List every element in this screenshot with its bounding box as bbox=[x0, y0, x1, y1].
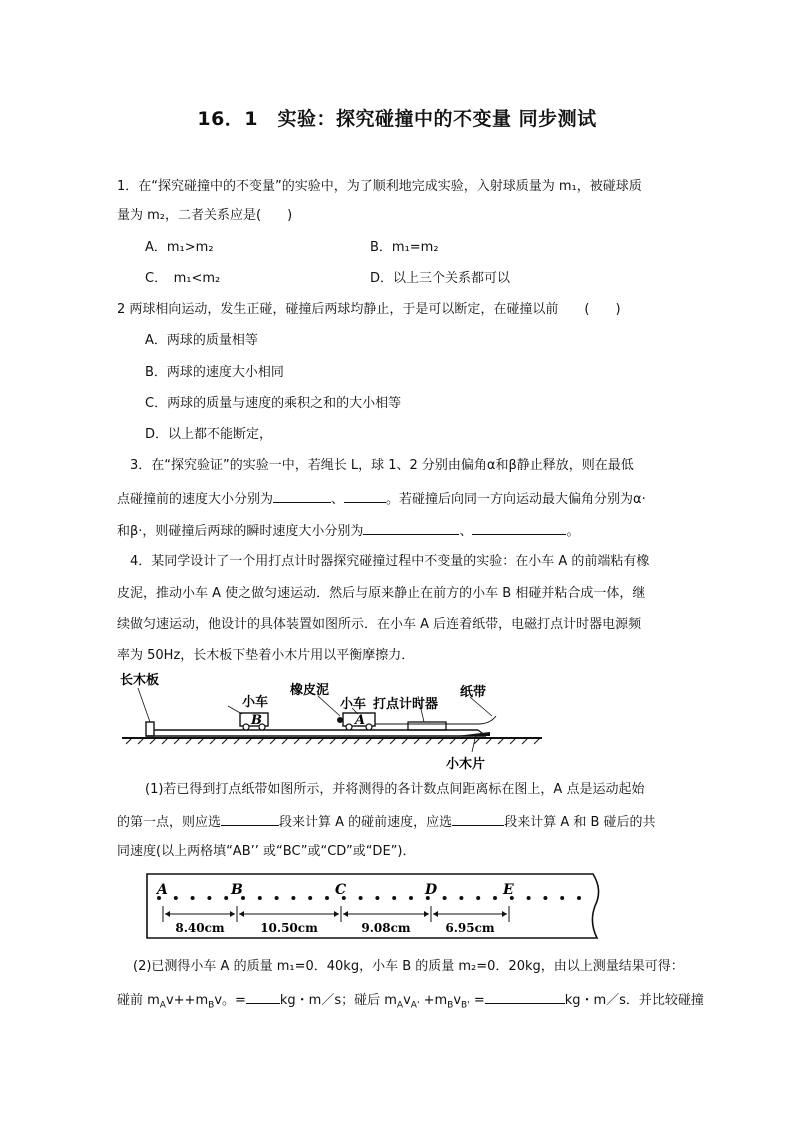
tape-point-d: D bbox=[425, 882, 438, 898]
tape-segment-label: 8.40cm bbox=[175, 921, 225, 935]
label-timer: 打点计时器 bbox=[373, 697, 439, 712]
tape-point-c: C bbox=[335, 882, 347, 898]
page-title: 16．1 实验：探究碰撞中的不变量 同步测试 bbox=[197, 108, 597, 130]
tape-measure-arrow bbox=[433, 911, 438, 917]
cart-b bbox=[240, 713, 268, 730]
tape-dot bbox=[359, 896, 363, 900]
tape-point-e: E bbox=[503, 882, 514, 898]
tape-measure-arrow bbox=[502, 911, 507, 917]
cart-b-letter: B bbox=[251, 713, 262, 728]
q3-blank-1[interactable] bbox=[273, 489, 331, 503]
tape-measure-arrow bbox=[343, 911, 348, 917]
apparatus-diagram bbox=[118, 670, 548, 770]
tape-measure-arrow bbox=[230, 911, 235, 917]
tape-point-a: A bbox=[157, 882, 168, 898]
q4-line2: 皮泥，推动小车 A 使之做匀速运动．然后与原来静止在前方的小车 B 相碰并粘合成一体，继 bbox=[117, 586, 646, 601]
q3-line3: 和β·，则碰撞后两球的瞬时速度大小分别为 、 。 bbox=[117, 521, 579, 541]
tape-dot bbox=[577, 896, 581, 900]
q4-line3: 续做匀速运动，他设计的具体装置如图所示．在小车 A 后连着纸带，电磁打点计时器电源频 bbox=[117, 617, 642, 632]
q1-line2: 量为 m₂，二者关系应是( ) bbox=[117, 208, 293, 223]
q2-option-a: A．两球的质量相等 bbox=[145, 333, 258, 348]
q4-sub2-line1: (2)已测得小车 A 的质量 m₁=0．40kg，小车 B 的质量 m₂=0．20kg，由以上测量结果可得： bbox=[133, 959, 684, 974]
wood-wedge bbox=[456, 732, 490, 736]
q4-sub1-line3: 同速度(以上两格填“AB’’ 或“BC”或“CD”或“DE”)． bbox=[117, 844, 416, 859]
tape-dot bbox=[493, 896, 497, 900]
tape-measure-arrow bbox=[334, 911, 339, 917]
label-tape: 纸带 bbox=[460, 685, 487, 700]
tape-dot bbox=[258, 896, 262, 900]
q2-option-c: C．两球的质量与速度的乘积之和的大小相等 bbox=[145, 396, 402, 411]
tape-measure-arrow bbox=[424, 911, 429, 917]
tape-dot bbox=[308, 896, 312, 900]
q2-line1: 2 两球相向运动，发生正碰，碰撞后两球均静止，于是可以断定，在碰撞以前 ( ) bbox=[117, 302, 621, 317]
q4-blank-3[interactable] bbox=[246, 990, 280, 1004]
tape-point-b: B bbox=[231, 882, 243, 898]
q1-option-a: A．m₁>m₂ bbox=[145, 240, 214, 255]
q4-sub1-line1: (1)若已得到打点纸带如图所示，并将测得的各计数点间距离标在图上，A 点是运动起始 bbox=[145, 782, 645, 797]
q3-blank-3[interactable] bbox=[363, 521, 459, 535]
label-board: 长木板 bbox=[120, 673, 160, 688]
q4-blank-2[interactable] bbox=[452, 812, 504, 826]
q4-line4: 率为 50Hz，长木板下垫着小木片用以平衡摩擦力． bbox=[117, 648, 415, 663]
q3-blank-2[interactable] bbox=[344, 489, 386, 503]
q2-option-d: D．以上都不能断定， bbox=[145, 427, 273, 442]
tape-dot bbox=[543, 896, 547, 900]
tape-measures bbox=[163, 906, 509, 935]
tape-dot bbox=[224, 896, 228, 900]
tape-segment-label: 9.08cm bbox=[361, 921, 411, 935]
spark-timer bbox=[408, 722, 446, 730]
cart-a bbox=[337, 713, 375, 730]
paper-tape bbox=[478, 716, 496, 724]
q4-sub1-line2: 的第一点，则应选 段来计算 A 的碰前速度，应选 段来计算 A 和 B 碰后的共 bbox=[117, 812, 656, 832]
tape-point-labels bbox=[155, 882, 514, 898]
tape-dot bbox=[476, 896, 480, 900]
tape-dot bbox=[409, 896, 413, 900]
tape-dot bbox=[560, 896, 564, 900]
label-wedge: 小木片 bbox=[446, 757, 486, 770]
label-cart-b: 小车 bbox=[242, 695, 269, 710]
tape-dot bbox=[207, 896, 211, 900]
q4-sub2-line2: 碰前 $m_Av++m_Bv$。= kg・m／s；碰后 $m_Av_{A'} +m_Bv_{B'}$ = kg・m／s．并比较碰撞 bbox=[117, 990, 704, 1015]
tape-dot bbox=[174, 896, 178, 900]
tape-dot bbox=[459, 896, 463, 900]
q3-line1: 3．在“探究验证”的实验一中，若绳长 L，球 1、2 分别由偏角α和β静止释放，则在最低 bbox=[130, 458, 634, 473]
q1-option-c: C． m₁<m₂ bbox=[145, 271, 221, 286]
cart-a-letter: A bbox=[355, 713, 366, 728]
q2-option-b: B．两球的速度大小相同 bbox=[145, 365, 284, 380]
tape-dot bbox=[191, 896, 195, 900]
tape-dot bbox=[291, 896, 295, 900]
label-clay: 橡皮泥 bbox=[290, 683, 330, 698]
tape-dot bbox=[527, 896, 531, 900]
q1-option-b: B．m₁=m₂ bbox=[370, 240, 439, 255]
tape-measure-arrow bbox=[165, 911, 170, 917]
tape-dot bbox=[375, 896, 379, 900]
q3-line2: 点碰撞前的速度大小分别为 、 。若碰撞后向同一方向运动最大偏角分别为α· bbox=[117, 489, 646, 509]
q1-option-d: D．以上三个关系都可以 bbox=[370, 271, 511, 286]
q4-line1: 4．某同学设计了一个用打点计时器探究碰撞过程中不变量的实验：在小车 A 的前端粘有橡 bbox=[130, 554, 650, 569]
tape-measure-arrow bbox=[239, 911, 244, 917]
tape-segment-label: 6.95cm bbox=[445, 921, 495, 935]
clay-blob bbox=[337, 717, 343, 723]
tape-dots bbox=[157, 896, 581, 900]
q4-blank-4[interactable] bbox=[485, 990, 565, 1004]
q3-blank-4[interactable] bbox=[472, 521, 566, 535]
tape-segment-label: 10.50cm bbox=[260, 921, 318, 935]
tape-dot bbox=[275, 896, 279, 900]
tape-diagram bbox=[145, 870, 605, 942]
tape-dot bbox=[443, 896, 447, 900]
tape-dot bbox=[325, 896, 329, 900]
tape-dot bbox=[392, 896, 396, 900]
q4-blank-1[interactable] bbox=[221, 812, 279, 826]
label-cart-a: 小车 bbox=[340, 697, 367, 712]
q1-line1: 1．在“探究碰撞中的不变量”的实验中，为了顺利地完成实验，入射球质量为 m₁，被碰球质 bbox=[117, 179, 642, 194]
